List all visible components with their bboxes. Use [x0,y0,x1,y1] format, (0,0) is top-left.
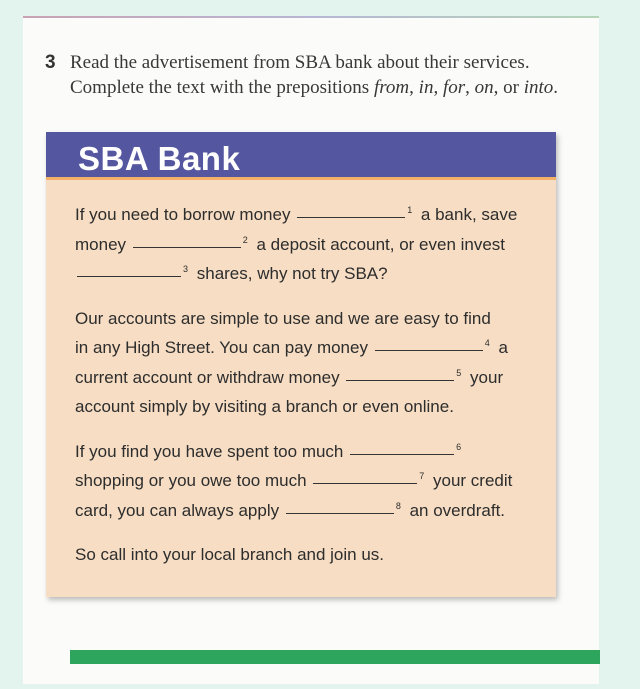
instruction-start: Read the advertisement from SBA bank about their services. Complete the text with the prepositions [70,52,530,98]
instruction-text [70,50,560,100]
blank-number-3: 3 [183,264,189,274]
blank-number-1: 1 [407,205,413,215]
advertisement-header [46,132,556,180]
preposition-from: from [373,77,410,98]
text-fragment: a bank, save [416,205,518,224]
separator: , or [493,77,524,98]
blank-3 [77,276,181,277]
paragraph-2 [75,304,545,422]
text-fragment: If you need to borrow money [75,205,296,224]
advertisement-body [75,200,545,585]
blank-number-2: 2 [242,234,248,245]
paragraph-3 [75,437,545,526]
text-line [75,466,545,496]
text-fragment: If you find you have spent too much [75,441,349,461]
top-divider [23,16,599,18]
blank-4 [375,350,483,351]
text-line [75,333,545,363]
exercise-number: 3 [45,52,56,73]
separator: , [409,77,419,98]
blank-7 [313,483,417,484]
blank-number-4: 4 [484,338,490,348]
blank-number-6: 6 [456,441,462,452]
ad-title: SBA Bank [78,140,241,177]
text-line [75,363,545,393]
blank-number-5: 5 [456,367,462,378]
preposition-in: in [418,77,434,98]
blank-number-7: 7 [419,471,425,481]
text-line: account simply by visiting a branch or even online. [75,397,454,416]
text-fragment: current account or withdraw money [75,367,345,387]
text-line [75,259,545,289]
text-fragment: your credit [428,471,513,490]
text-line [75,437,545,467]
blank-number-8: 8 [395,500,401,511]
text-line: Our accounts are simple to use and we are easy to find [75,308,491,328]
blank-2 [133,247,241,248]
blank-8 [286,513,394,514]
blank-1 [297,217,405,218]
separator: , [433,77,443,98]
text-line [75,230,545,260]
preposition-into: into [523,77,554,98]
text-line: So call into your local branch and join us. [75,545,385,564]
text-fragment: card, you can always apply [75,500,284,520]
text-fragment: a deposit account, or even invest [251,234,506,254]
separator: , [465,77,475,98]
text-line [75,496,545,526]
blank-6 [350,454,454,455]
paragraph-1 [75,200,545,289]
text-fragment: a [493,338,508,357]
instruction-end: . [553,77,559,98]
text-fragment: money [75,234,131,254]
preposition-on: on [474,77,494,98]
bottom-color-bar [70,650,600,664]
text-fragment: in any High Street. You can pay money [75,338,373,357]
text-line [75,200,545,230]
blank-5 [346,380,454,381]
text-fragment: your [465,367,504,387]
text-fragment: an overdraft. [404,500,506,520]
advertisement-box [46,132,556,597]
text-fragment: shopping or you owe too much [75,471,312,490]
preposition-for: for [442,77,466,98]
paragraph-4 [75,540,545,570]
text-fragment: shares, why not try SBA? [192,264,388,283]
